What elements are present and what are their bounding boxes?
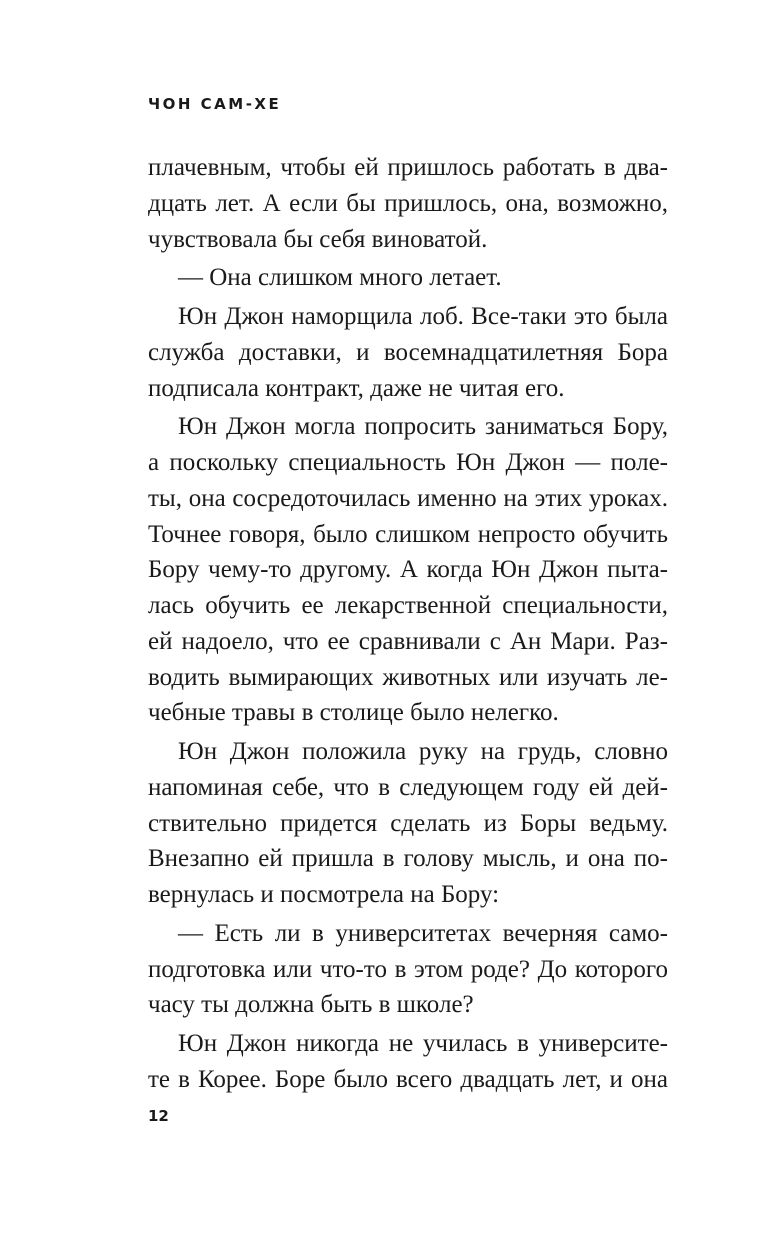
text-line: подготовка или что-то в этом роде? До которого	[148, 955, 668, 983]
text-line: Внезапно ей пришла в голову мысль, и она по-	[148, 845, 668, 873]
text-line: плачевным, чтобы ей пришлось работать в два-	[148, 154, 668, 181]
text-line: Бору чему-то другому. А когда Юн Джон пыта-	[148, 556, 668, 584]
text-line: ты, она сосредоточилась именно на этих уроках.	[148, 484, 668, 512]
text-line: чувствовала бы себя виноватой.	[148, 225, 488, 253]
text-line: дцать лет. А если бы пришлось, она, возможно,	[148, 189, 668, 217]
text-line: чебные травы в столице было нелегко.	[148, 699, 559, 727]
text-line: лась обучить ее лекарственной специальности,	[148, 592, 668, 619]
text-line: часу ты должна быть в школе?	[148, 991, 474, 1019]
text-line: вернулась и посмотрела на Бору:	[148, 881, 500, 908]
text-line: напоминая себе, что в следующем году ей дей-	[148, 773, 668, 801]
text-line: Точнее говоря, было слишком непросто обучить	[148, 520, 668, 548]
text-line: служба доставки, и восемнадцатилетняя Бора	[148, 338, 668, 366]
text-line: а поскольку специальность Юн Джон — поле-	[148, 449, 668, 476]
paragraph-start-line: Юн Джон наморщила лоб. Все-таки это была	[178, 303, 668, 330]
text-line: подписала контракт, даже не читая его.	[148, 374, 565, 402]
paragraph-start-line: Юн Джон могла попросить заниматься Бору,	[178, 413, 668, 441]
running-head: ЧОН САМ-ХЕ	[148, 95, 282, 113]
paragraph-start-line: Юн Джон никогда не училась в университе-	[178, 1030, 668, 1057]
page-number: 12	[148, 1107, 169, 1125]
text-line: ствительно придется сделать из Боры ведьму.	[148, 809, 668, 837]
dialogue-line: — Есть ли в университетах вечерняя само-	[178, 919, 668, 947]
body-text	[148, 150, 668, 1098]
paragraph-start-line: Юн Джон положила руку на грудь, словно	[178, 738, 668, 765]
text-line: те в Корее. Боре было всего двадцать лет, и она	[148, 1065, 668, 1093]
text-line: ей надоело, что ее сравнивали с Ан Мари. Раз-	[148, 627, 668, 655]
text-line: водить вымирающих животных или изучать ле-	[148, 663, 668, 691]
dialogue-line: — Она слишком много летает.	[178, 264, 502, 292]
